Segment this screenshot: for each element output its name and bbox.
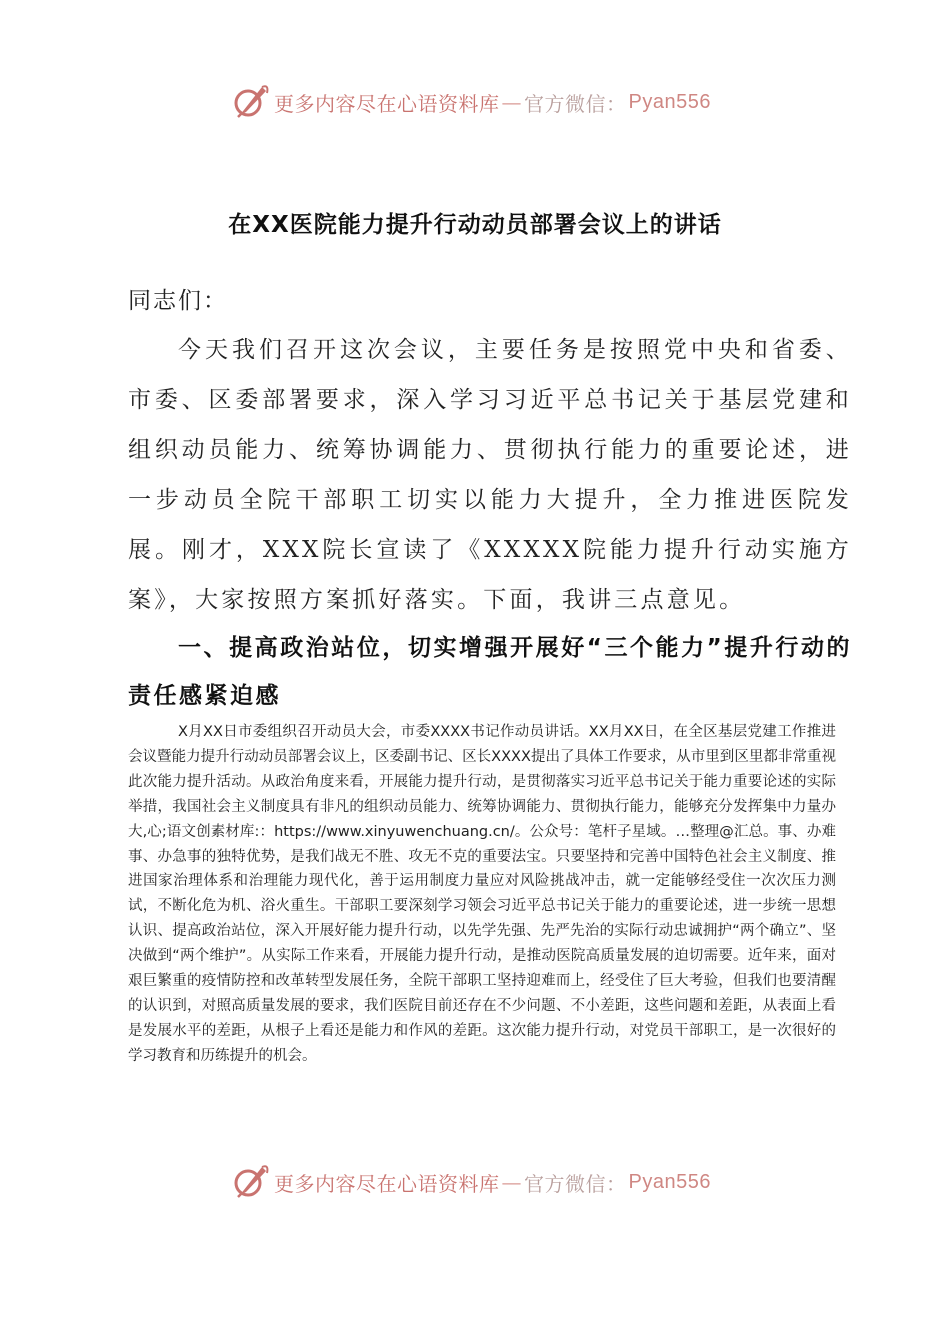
opening-paragraph: 今天我们召开这次会议，主要任务是按照党中央和省委、市委、区委部署要求，深入学习习近平总书记关于基层党建和组织动员能力、统筹协调能力、贯彻执行能力的重要论述，进一步动员全院干部职工切实以能力大提升，全力推进医院发展。刚才，XXX院长宣读了《XXXXX院能力提升行动实施方案》，大家按照方案抓好落实。下面，我讲三点意见。	[128, 337, 852, 613]
watermark-text: 更多内容尽在心语资料库	[274, 1171, 500, 1196]
watermark-text: 更多内容尽在心语资料库	[274, 91, 500, 116]
watermark-dash: —	[501, 1170, 522, 1194]
footer-watermark-banner	[232, 1160, 711, 1204]
quill-pen-logo-icon	[232, 82, 272, 122]
document-title: 在XX医院能力提升行动动员部署会议上的讲话	[228, 212, 722, 238]
header-watermark-banner	[232, 80, 711, 124]
watermark-wechat-id: Pyan556	[628, 90, 711, 113]
section-heading-1: 一、提高政治站位，切实增强开展好“三个能力”提升行动的责任感紧迫感	[128, 635, 852, 709]
quill-pen-logo-icon	[232, 1162, 272, 1202]
watermark-wechat-label: 官方微信：	[524, 91, 627, 116]
section-1-paragraph: X月XX日市委组织召开动员大会，市委XXXX书记作动员讲话。XX月XX日，在全区基层党建工作推进会议暨能力提升行动动员部署会议上，区委副书记、区长XXXX提出了具体工作要求，从市里到区里都非常重视此次能力提升活动。从政治角度来看，开展能力提升行动，是贯彻落实习近平总书记关于能力重要论述的实际举措，我国社会主义制度具有非凡的组织动员能力、统筹协调能力、贯彻执行能力，能够充分发挥集中力量办大,心;语文创素材库:：https://www.xinyuwenchuang.cn/。公众号：笔杆子星域。…整理@汇总。事、办难事、办急事的独特优势，是我们战无不胜、攻无不克的重要法宝。只要坚持和完善中国特色社会主义制度、推进国家治理体系和治理能力现代化，善于运用制度力量应对风险挑战冲击，就一定能够经受住一次次压力测试，不断化危为机、浴火重生。干部职工要深刻学习领会习近平总书记关于能力的重要论述，进一步统一思想认识、提高政治站位，深入开展好能力提升行动，以先学先强、先严先治的实际行动忠诚拥护“两个确立”、坚决做到“两个维护”。从实际工作来看，开展能力提升行动，是推动医院高质量发展的迫切需要。近年来，面对艰巨繁重的疫情防控和改革转型发展任务，全院干部职工坚持迎难而上，经受住了巨大考验，但我们也要清醒的认识到，对照高质量发展的要求，我们医院目前还存在不少问题、不小差距，这些问题和差距，从表面上看是发展水平的差距，从根子上看还是能力和作风的差距。这次能力提升行动，对党员干部职工，是一次很好的学习教育和历练提升的机会。	[128, 724, 836, 1064]
watermark-wechat-id: Pyan556	[628, 1170, 711, 1193]
watermark-dash: —	[501, 90, 522, 114]
watermark-wechat-label: 官方微信：	[524, 1171, 627, 1196]
salutation: 同志们：	[128, 288, 228, 314]
